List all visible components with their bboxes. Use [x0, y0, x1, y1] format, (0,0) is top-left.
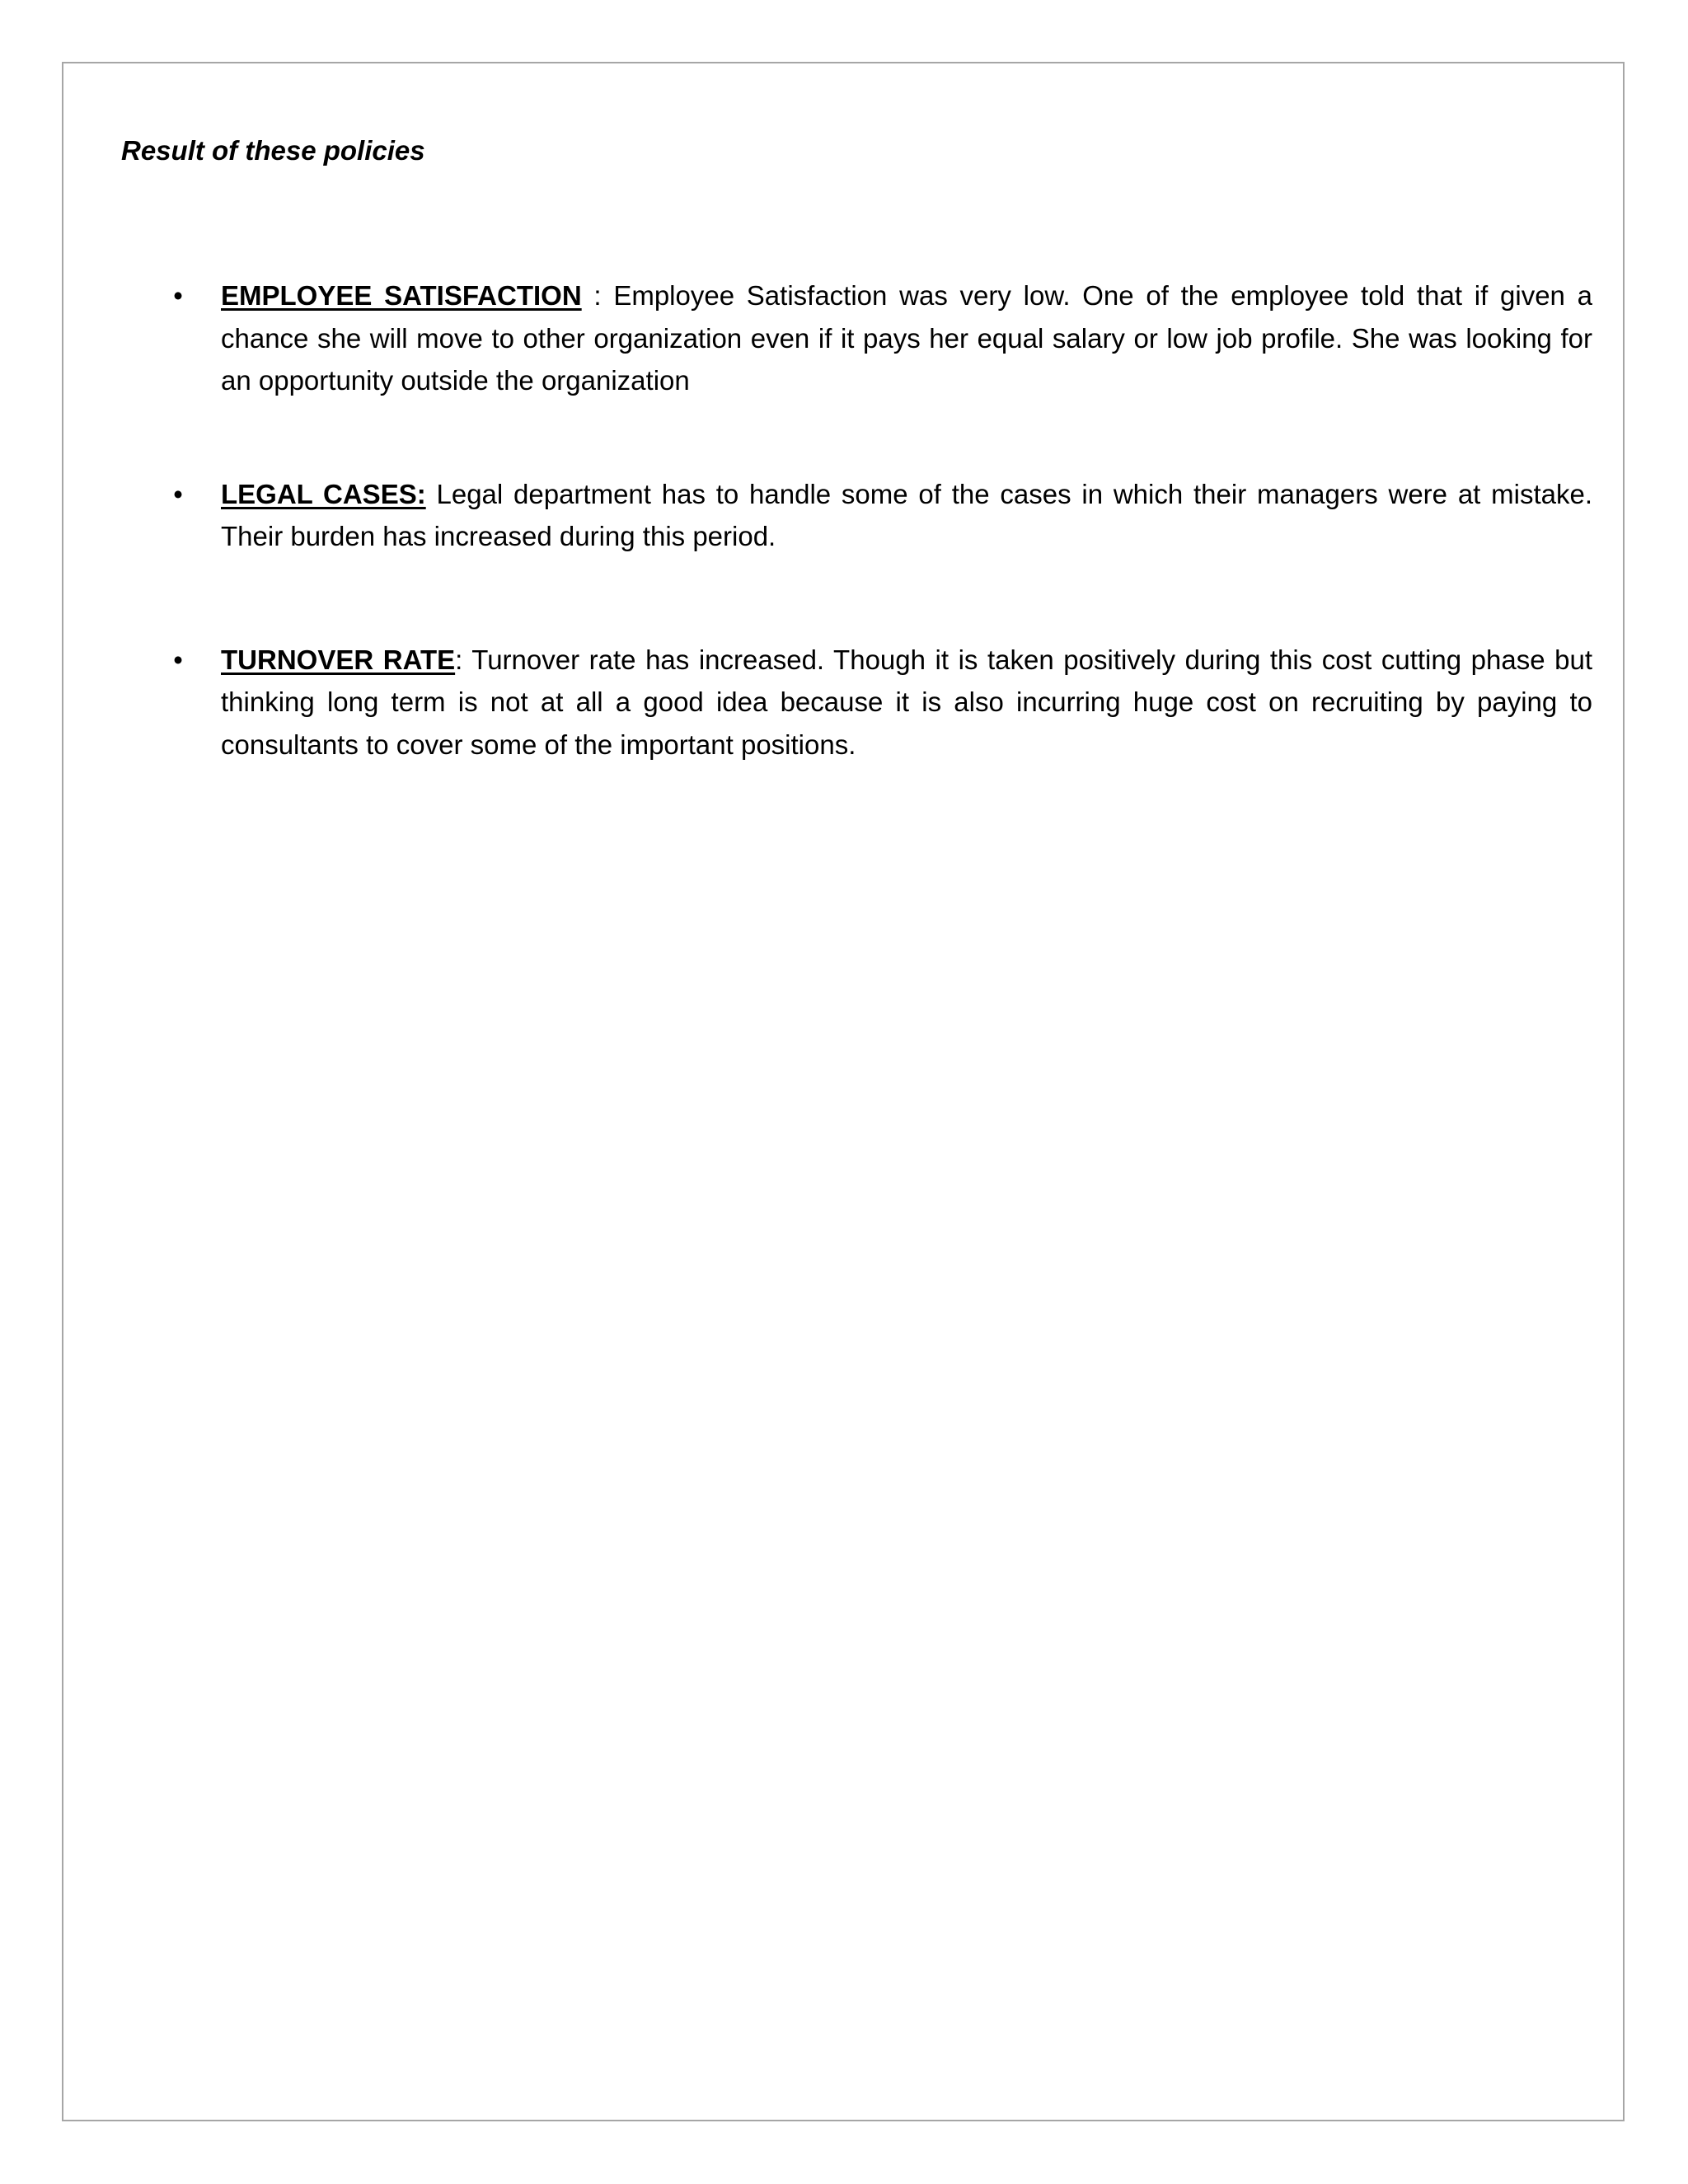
item-heading: TURNOVER RATE: [221, 644, 456, 675]
bullet-icon: •: [173, 280, 183, 311]
item-text: Legal department has to handle some of the cases in which their managers were at mistake. Their burden has increased during this period.: [221, 478, 1592, 551]
bullet-icon: •: [173, 478, 183, 509]
policy-result-list: [173, 274, 1592, 837]
list-item-legal-cases: [173, 473, 1592, 558]
section-title: Result of these policies: [121, 135, 425, 166]
list-item-employee-satisfaction: [173, 274, 1592, 402]
list-item-turnover-rate: [173, 639, 1592, 766]
bullet-icon: •: [173, 644, 183, 675]
item-text: : Employee Satisfaction was very low. One of the employee told that if given a chance she will move to other organization even if it pays her equal salary or low job profile. She was looking for an opportunity outside the organization: [221, 280, 1592, 396]
item-heading: EMPLOYEE SATISFACTION: [221, 280, 582, 311]
item-text: : Turnover rate has increased. Though it is taken positively during this cost cutting phase but thinking long term is not at all a good idea because it is also incurring huge cost on recruiting by paying to consultants to cover some of the important positions.: [221, 644, 1592, 760]
item-heading: LEGAL CASES:: [221, 478, 426, 509]
